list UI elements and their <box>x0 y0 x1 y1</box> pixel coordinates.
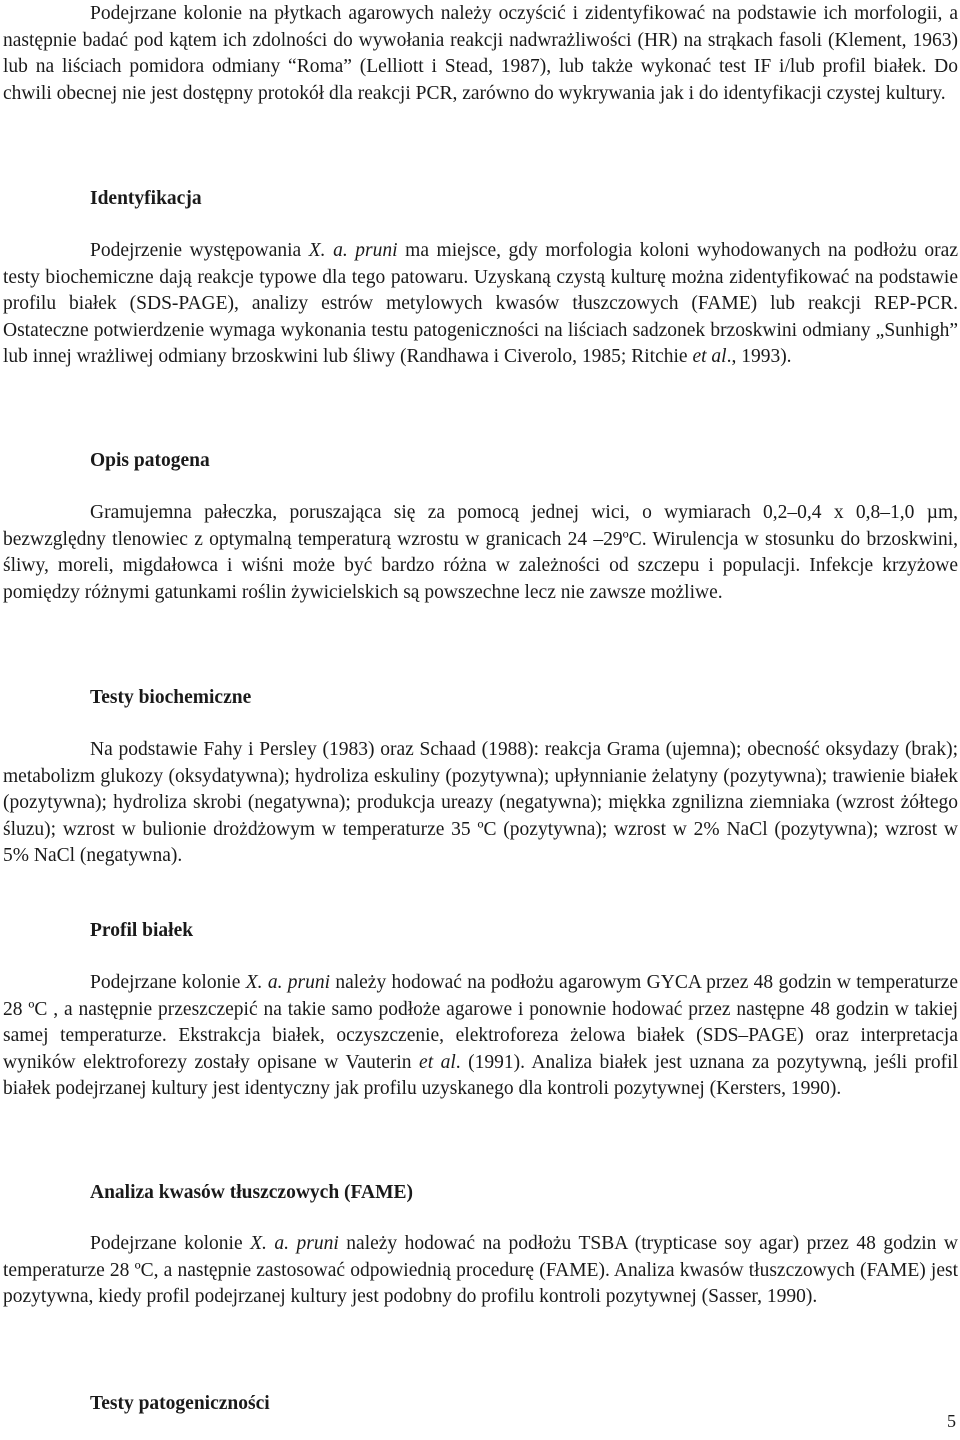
opis-paragraph: Gramujemna pałeczka, poruszająca się za pomocą jednej wici, o wymiarach 0,2–0,4 x 0,8–1,0 µm, bezwzględny tlenowiec z optymalną temperaturą wzrostu w granicach 24 –29ºC. Wirulencja w stosunku do brzoskwini, śliwy, moreli, migdałowca i wiśni może być bardzo różna w zależności od szczepu i populacji. Infekcje krzyżowe pomiędzy różnymi gatunkami roślin żywicielskich są powszechne lecz nie zawsze możliwe. <box>3 502 958 603</box>
text-run: ., 1993). <box>726 346 792 368</box>
heading-analiza-fame: Analiza kwasów tłuszczowych (FAME) <box>90 1182 413 1203</box>
page-number: 5 <box>947 1411 956 1431</box>
text-run: . (1991). Analiza białek jest uznana za pozytywną, jeśli profil białek podejrzanej kultury jest identyczny jak profilu uzyskanego dla kontroli pozytywnej (Kersters, 1990). <box>3 1051 958 1100</box>
text-run: Podejrzane kolonie <box>90 972 246 993</box>
text-run: Podejrzane kolonie <box>90 1233 251 1254</box>
fame-paragraph <box>3 1231 958 1311</box>
profil-paragraph <box>3 970 958 1103</box>
species-name: X. a. pruni <box>250 1233 339 1254</box>
text-run: należy hodować na podłożu TSBA (trypticase soy agar) przez 48 godzin w temperaturze 28 ºC, a następnie zastosować odpowiednią procedurę (FAME). Analiza kwasów tłuszczowych (FAME) jest pozytywna, kiedy profil podejrzanej kultury jest podobny do profilu kontroli pozytywnej (Sasser, 1990). <box>3 1233 958 1308</box>
heading-testy-biochemiczne: Testy biochemiczne <box>90 687 252 708</box>
heading-identyfikacja: Identyfikacja <box>90 188 202 209</box>
et-al: et al <box>419 1051 456 1073</box>
intro-paragraph: Podejrzane kolonie na płytkach agarowych należy oczyścić i zidentyfikować na podstawie ich morfologii, a następnie badać pod kątem ich zdolności do wywołania reakcji nadwrażliwości (HR) na strąkach fasoli (Klement, 1963) lub na liściach pomidora odmiany “Roma” (Lelliott i Stead, 1987), lub także wykonać test IF i/lub profil białek. Do chwili obecnej nie jest dostępny protokół dla reakcji PCR, zarówno do wykrywania jak i do identyfikacji czystej kultury. <box>3 3 958 104</box>
heading-profil-bialek: Profil białek <box>90 920 194 941</box>
et-al: et al <box>692 346 727 368</box>
species-name: X. a. pruni <box>308 240 398 261</box>
testy-paragraph: Na podstawie Fahy i Persley (1983) oraz Schaad (1988): reakcja Grama (ujemna); obecność oksydazy (brak); metabolizm glukozy (oksydatywna); hydroliza eskuliny (pozytywna); upłynnianie żelatyny (pozytywna); trawienie białek (pozytywna); hydroliza skrobi (negatywna); produkcja ureazy (negatywna); miękka zgnilizna ziemniaka (wzrost żółtego śluzu); wzrost w bulionie drożdżowym w temperaturze 35 ºC (pozytywna); wzrost w 2% NaCl (pozytywna); wzrost w 5% NaCl (negatywna). <box>3 739 958 867</box>
heading-testy-patogenicznosci: Testy patogeniczności <box>90 1393 270 1414</box>
identyfikacja-paragraph <box>3 238 958 371</box>
text-run: Podejrzenie występowania <box>90 240 309 261</box>
heading-opis-patogena: Opis patogena <box>90 450 210 471</box>
text-run: należy hodować na podłożu agarowym GYCA przez 48 godzin w temperaturze 28 ºC , a następnie przeszczepić na takie samo podłoże agarowe i ponownie hodować przez następne 48 godzin w takiej samej temperaturze. Ekstrakcja białek, oczyszczenie, elektroforeza żelowa białek (SDS–PAGE) oraz interpretacja wyników elektroforezy zostały opisane w Vauterin <box>3 972 958 1073</box>
species-name: X. a. pruni <box>245 972 331 993</box>
text-run: ma miejsce, gdy morfologia koloni wyhodowanych na podłożu oraz testy biochemiczne dają reakcje typowe dla tego patowaru. Uzyskaną czystą kulturę można zidentyfikować na podstawie profilu białek (SDS-PAGE), analizy estrów metylowych kwasów tłuszczowych (FAME) lub reakcji REP-PCR. Ostateczne potwierdzenie wymaga wykonania testu patogeniczności na liściach sadzonek brzoskwini odmiany „Sunhigh” lub innej wrażliwej odmiany brzoskwini lub śliwy (Randhawa i Civerolo, 1985; Ritchie <box>3 240 958 368</box>
